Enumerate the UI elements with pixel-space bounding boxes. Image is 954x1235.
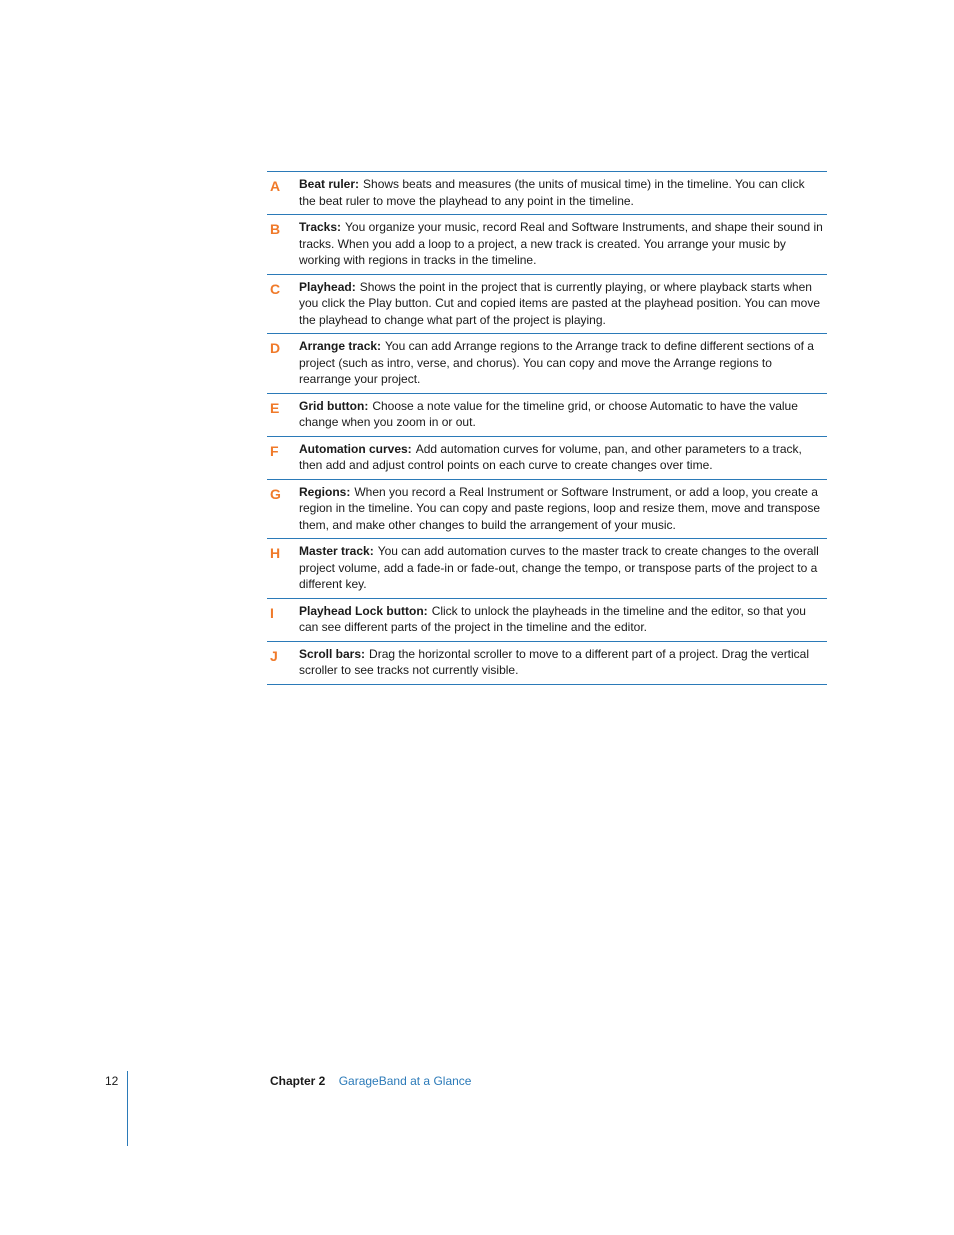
callout-body: Drag the horizontal scroller to move to a different part of a project. Drag the vertical scroller to see tracks not currently visible. [299, 646, 810, 677]
callout-term: Regions: [299, 484, 351, 499]
callout-letter: E [270, 399, 280, 416]
callout-table [267, 171, 827, 685]
callout-description [299, 484, 827, 534]
callout-row-a [267, 172, 827, 215]
callout-row-e [267, 394, 827, 437]
callout-term: Master track: [299, 544, 374, 558]
callout-term: Automation curves: [299, 441, 412, 456]
callout-description [299, 219, 827, 269]
callout-body: You organize your music, record Real and Software Instruments, and shape their sound in tracks. When you add a loop to a project, a new track is created. You arrange your music by working with regions in tracks in the timeline. [299, 220, 823, 267]
chapter-label: Chapter 2 [270, 1074, 326, 1088]
callout-letter: J [270, 647, 278, 664]
callout-term: Scroll bars: [299, 646, 366, 661]
callout-body: You can add automation curves to the master track to create changes to the overall project volume, add a fade-in or fade-out, change the tempo, or transpose parts of the project to a different key. [299, 544, 819, 591]
callout-letter: H [270, 545, 281, 561]
callout-row-f [267, 437, 827, 480]
callout-letter: D [270, 340, 281, 356]
callout-description [299, 603, 827, 636]
callout-letter: F [270, 442, 279, 459]
callout-body: When you record a Real Instrument or Software Instrument, or add a loop, you create a region in the timeline. You can copy and paste regions, loop and resize them, move and transpose them, and make other changes to build the arrangement of your music. [299, 484, 820, 532]
page-number: 12 [105, 1074, 119, 1088]
chapter-title-link[interactable]: GarageBand at a Glance [338, 1074, 472, 1088]
callout-letter: A [270, 178, 281, 194]
callout-body: You can add Arrange regions to the Arrange track to define different sections of a project (such as intro, verse, and chorus). You can copy and move the Arrange regions to rearrange your project. [299, 339, 814, 386]
callout-description [299, 646, 827, 679]
callout-row-j [267, 642, 827, 685]
callout-body: Choose a note value for the timeline grid, or choose Automatic to have the value change when you zoom in or out. [299, 398, 798, 429]
callout-row-i [267, 599, 827, 642]
callout-body: Shows the point in the project that is currently playing, or where playback starts when you click the Play button. Cut and copied items are pasted at the playhead position. You can move the playhead to change what part of the project is playing. [299, 279, 820, 327]
callout-description [299, 338, 827, 388]
callout-row-d [267, 334, 827, 394]
callout-term: Beat ruler: [299, 177, 360, 191]
callout-row-h [267, 539, 827, 599]
callout-term: Grid button: [299, 398, 369, 413]
callout-letter: C [270, 280, 281, 297]
callout-row-g [267, 480, 827, 540]
callout-letter: I [270, 604, 274, 621]
callout-body: Add automation curves for volume, pan, and other parameters to a track, then add and adjust control points on each curve to create changes over time. [299, 441, 802, 472]
callout-description [299, 176, 827, 209]
callout-description [299, 441, 827, 474]
callout-body: Click to unlock the playheads in the timeline and the editor, so that you can see different parts of the project in the timeline and the editor. [299, 603, 806, 634]
callout-term: Playhead: [299, 279, 356, 294]
callout-description [299, 398, 827, 431]
callout-description [299, 543, 827, 593]
callout-term: Arrange track: [299, 339, 382, 353]
callout-letter: G [270, 485, 281, 502]
footer-divider [127, 1071, 128, 1146]
callout-letter: B [270, 221, 281, 237]
callout-body: Shows beats and measures (the units of musical time) in the timeline. You can click the beat ruler to move the playhead to any point in the timeline. [299, 177, 805, 208]
callout-term: Tracks: [299, 220, 342, 234]
callout-row-b [267, 215, 827, 275]
callout-description [299, 279, 827, 329]
callout-term: Playhead Lock button: [299, 603, 428, 618]
callout-row-c [267, 275, 827, 335]
footer-chapter [270, 1073, 471, 1089]
